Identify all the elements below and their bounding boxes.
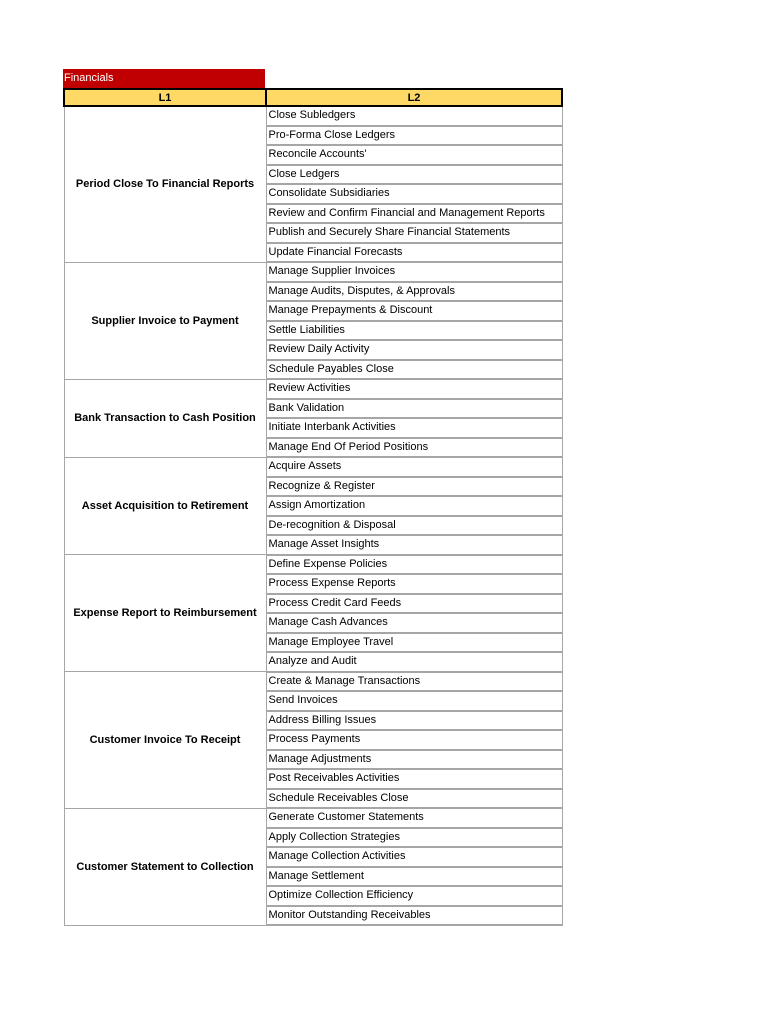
l2-activity-cell: Manage Supplier Invoices	[266, 262, 562, 282]
l2-activity-cell: Assign Amortization	[266, 496, 562, 516]
l2-activity-cell: Generate Customer Statements	[266, 808, 562, 828]
l1-process-cell: Customer Statement to Collection	[64, 808, 266, 925]
l1-process-cell: Supplier Invoice to Payment	[64, 262, 266, 379]
l2-activity-cell: Consolidate Subsidiaries	[266, 184, 562, 204]
header-row	[64, 89, 562, 106]
l2-activity-cell: Manage Prepayments & Discount	[266, 301, 562, 321]
l2-activity-cell: Define Expense Policies	[266, 555, 562, 575]
table-row	[64, 555, 562, 575]
table-row	[64, 379, 562, 399]
l1-process-cell: Customer Invoice To Receipt	[64, 672, 266, 809]
l2-activity-cell: Apply Collection Strategies	[266, 828, 562, 848]
l1-process-cell: Asset Acquisition to Retirement	[64, 457, 266, 555]
l2-activity-cell: Initiate Interbank Activities	[266, 418, 562, 438]
l2-activity-cell: Manage Collection Activities	[266, 847, 562, 867]
l2-activity-cell: Manage Adjustments	[266, 750, 562, 770]
l2-activity-cell: Process Expense Reports	[266, 574, 562, 594]
column-header-l1: L1	[64, 89, 266, 106]
l2-activity-cell: Monitor Outstanding Receivables	[266, 906, 562, 926]
l2-activity-cell: Update Financial Forecasts	[266, 243, 562, 263]
table-row	[64, 106, 562, 126]
l2-activity-cell: Manage Audits, Disputes, & Approvals	[266, 282, 562, 302]
process-table	[63, 88, 563, 926]
l2-activity-cell: Close Subledgers	[266, 106, 562, 126]
l2-activity-cell: Manage Cash Advances	[266, 613, 562, 633]
l2-activity-cell: Review Activities	[266, 379, 562, 399]
table-row	[64, 808, 562, 828]
l2-activity-cell: Post Receivables Activities	[266, 769, 562, 789]
table-row	[64, 457, 562, 477]
column-header-l2: L2	[266, 89, 562, 106]
l2-activity-cell: Close Ledgers	[266, 165, 562, 185]
l2-activity-cell: Analyze and Audit	[266, 652, 562, 672]
table-row	[64, 672, 562, 692]
l1-process-cell: Bank Transaction to Cash Position	[64, 379, 266, 457]
table-row	[64, 262, 562, 282]
l2-activity-cell: Reconcile Accounts'	[266, 145, 562, 165]
l2-activity-cell: Process Payments	[266, 730, 562, 750]
l2-activity-cell: Send Invoices	[266, 691, 562, 711]
l2-activity-cell: Create & Manage Transactions	[266, 672, 562, 692]
l2-activity-cell: Address Billing Issues	[266, 711, 562, 731]
l2-activity-cell: Manage Asset Insights	[266, 535, 562, 555]
l2-activity-cell: Schedule Payables Close	[266, 360, 562, 380]
financials-sheet	[63, 69, 561, 926]
l2-activity-cell: Pro-Forma Close Ledgers	[266, 126, 562, 146]
l2-activity-cell: De-recognition & Disposal	[266, 516, 562, 536]
sheet-title: Financials	[63, 69, 265, 88]
l2-activity-cell: Optimize Collection Efficiency	[266, 886, 562, 906]
l2-activity-cell: Manage Settlement	[266, 867, 562, 887]
l2-activity-cell: Manage Employee Travel	[266, 633, 562, 653]
l2-activity-cell: Manage End Of Period Positions	[266, 438, 562, 458]
l2-activity-cell: Review Daily Activity	[266, 340, 562, 360]
l2-activity-cell: Schedule Receivables Close	[266, 789, 562, 809]
l2-activity-cell: Acquire Assets	[266, 457, 562, 477]
l2-activity-cell: Settle Liabilities	[266, 321, 562, 341]
l1-process-cell: Period Close To Financial Reports	[64, 106, 266, 262]
table-body	[64, 106, 562, 925]
l2-activity-cell: Recognize & Register	[266, 477, 562, 497]
l2-activity-cell: Review and Confirm Financial and Management Reports	[266, 204, 562, 224]
l2-activity-cell: Publish and Securely Share Financial Statements	[266, 223, 562, 243]
l1-process-cell: Expense Report to Reimbursement	[64, 555, 266, 672]
l2-activity-cell: Process Credit Card Feeds	[266, 594, 562, 614]
l2-activity-cell: Bank Validation	[266, 399, 562, 419]
